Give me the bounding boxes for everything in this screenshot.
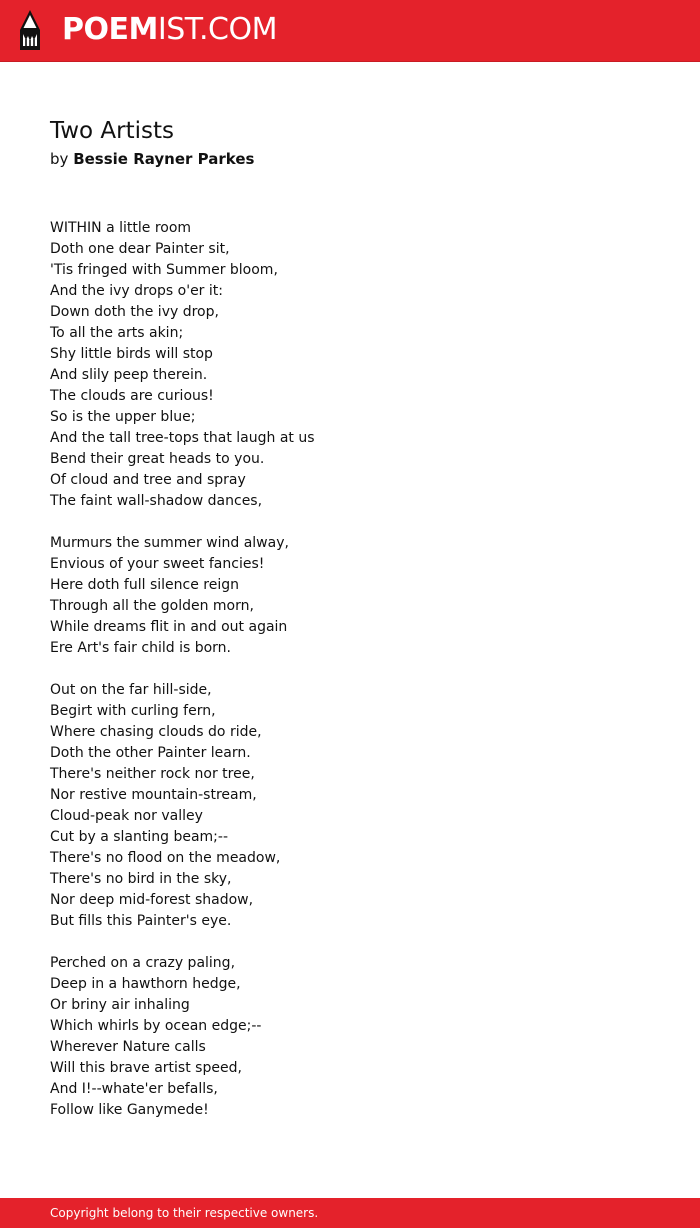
- poem-line: The clouds are curious!: [50, 388, 214, 404]
- poem-line: While dreams flit in and out again: [50, 619, 288, 635]
- poem-line: Nor restive mountain-stream,: [50, 787, 257, 803]
- poem-line: Out on the far hill-side,: [50, 682, 212, 698]
- poem-line: WITHIN a little room: [50, 220, 192, 236]
- poem-line: Or briny air inhaling: [50, 997, 190, 1013]
- poem-line: Doth the other Painter learn.: [50, 745, 251, 761]
- poem-line: Down doth the ivy drop,: [50, 304, 219, 320]
- site-footer: [0, 1198, 700, 1228]
- pencil-icon[interactable]: [17, 10, 43, 52]
- poem-line: Where chasing clouds do ride,: [50, 724, 262, 740]
- logo-light-text: IST.COM: [157, 12, 277, 47]
- poem-line: Of cloud and tree and spray: [50, 472, 246, 488]
- poem-line: Which whirls by ocean edge;--: [50, 1018, 262, 1034]
- poem-line: There's no flood on the meadow,: [50, 850, 281, 866]
- poem-line: Here doth full silence reign: [50, 577, 239, 593]
- poem-line: There's no bird in the sky,: [50, 871, 232, 887]
- stanza: [50, 533, 650, 659]
- page-title: Two Artists: [50, 118, 175, 144]
- poem-line: Follow like Ganymede!: [50, 1102, 209, 1118]
- copyright-notice: Copyright belong to their respective owners.: [50, 1206, 319, 1220]
- poem-body: [50, 218, 650, 1142]
- poem-line: But fills this Painter's eye.: [50, 913, 232, 929]
- poem-line: Envious of your sweet fancies!: [50, 556, 265, 572]
- poem-line: Bend their great heads to you.: [50, 451, 265, 467]
- logo-bold-text: POEM: [62, 12, 158, 47]
- poem-line: Will this brave artist speed,: [50, 1060, 242, 1076]
- poem-line: To all the arts akin;: [50, 325, 184, 341]
- byline: [50, 149, 254, 169]
- poem-line: So is the upper blue;: [50, 409, 196, 425]
- stanza: [50, 218, 650, 512]
- poem-line: Ere Art's fair child is born.: [50, 640, 231, 656]
- poem-line: Perched on a crazy paling,: [50, 955, 236, 971]
- site-header: [0, 0, 700, 62]
- poem-line: And the ivy drops o'er it:: [50, 283, 223, 299]
- by-label: by: [50, 150, 69, 168]
- poem-line: The faint wall-shadow dances,: [50, 493, 263, 509]
- poem-line: 'Tis fringed with Summer bloom,: [50, 262, 278, 278]
- poem-line: And slily peep therein.: [50, 367, 208, 383]
- poem-line: Shy little birds will stop: [50, 346, 213, 362]
- poem-line: Doth one dear Painter sit,: [50, 241, 230, 257]
- poem-line: Deep in a hawthorn hedge,: [50, 976, 241, 992]
- poem-line: Cloud-peak nor valley: [50, 808, 203, 824]
- poem-line: Wherever Nature calls: [50, 1039, 206, 1055]
- poem-line: There's neither rock nor tree,: [50, 766, 255, 782]
- site-logo[interactable]: [62, 12, 277, 48]
- poem-line: Cut by a slanting beam;--: [50, 829, 229, 845]
- author-name: Bessie Rayner Parkes: [73, 150, 255, 168]
- stanza: [50, 680, 650, 932]
- poem-line: And the tall tree-tops that laugh at us: [50, 430, 315, 446]
- poem-line: Through all the golden morn,: [50, 598, 254, 614]
- poem-line: Nor deep mid-forest shadow,: [50, 892, 254, 908]
- poem-header: [50, 117, 254, 169]
- stanza: [50, 953, 650, 1121]
- poem-line: And I!--whate'er befalls,: [50, 1081, 218, 1097]
- poem-line: Murmurs the summer wind alway,: [50, 535, 289, 551]
- poem-line: Begirt with curling fern,: [50, 703, 216, 719]
